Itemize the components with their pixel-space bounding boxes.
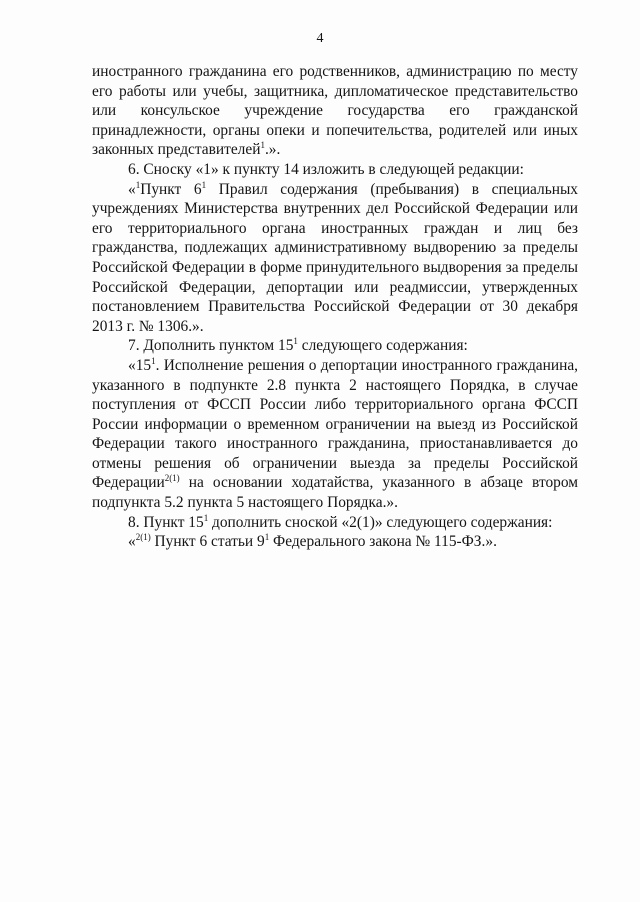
paragraph-item-15-1-text [92, 356, 578, 513]
page-number: 4 [316, 31, 324, 46]
quote-open: « [128, 180, 136, 198]
paragraph-text: дополнить сноской «2(1)» следующего содержания: [208, 513, 553, 531]
quote-open: « [128, 533, 136, 551]
paragraph-item-6 [92, 160, 578, 180]
superscript: 1 [203, 512, 209, 523]
paragraph-text: Федерального закона № 115-ФЗ.». [269, 533, 497, 551]
footnote-marker: 2(1) [164, 473, 180, 484]
superscript: 1 [151, 355, 156, 366]
paragraph-footnote-1-text [92, 180, 578, 337]
superscript: 1 [264, 532, 270, 543]
footnote-marker: 2(1) [135, 532, 151, 543]
paragraph-text: на основании ходатайства, указанного в абзаце втором подпункта 5.2 пункта 5 настоящего Порядка.». [92, 474, 578, 512]
paragraph-text: Пункт 6 статьи 9 [150, 533, 265, 551]
paragraph-text: Пункт 6 [140, 180, 202, 198]
paragraph-item-8 [92, 513, 578, 533]
paragraph-text: иностранного гражданина его родственников, администрацию по месту его работы или учебы, защитника, дипломатическое представительство или консульское учреждение государства его гражданской принадлежности, органы опеки и попечительства, родителей или иных законных представителей [92, 63, 578, 159]
superscript: 1 [201, 179, 207, 190]
paragraph-continuation [92, 62, 578, 160]
paragraph-footnote-2-1-text [92, 532, 578, 552]
paragraph-text: 6. Сноску «1» к пункту 14 изложить в следующей редакции: [128, 160, 524, 178]
paragraph-text: следующего содержания: [297, 337, 468, 355]
paragraph-item-7 [92, 336, 578, 356]
paragraph-text: . Исполнение решения о депортации иностранного гражданина, указанного в подпункте 2.8 пункта 2 настоящего Порядка, в случае поступления от ФССП России либо территориального органа ФССП России информации о временном ограничении на выезд из Российской Федерации такого иностранного гражданина, приостанавливается до отмены решения об ограничении выезда за пределы Российской Федерации [92, 356, 578, 492]
paragraph-end: .». [264, 141, 281, 159]
footnote-marker: 1 [135, 179, 141, 190]
paragraph-text: 7. Дополнить пунктом 15 [128, 337, 294, 355]
paragraph-text: Правил содержания (пребывания) в специальных учреждениях Министерства внутренних дел Российской Федерации или его территориального органа иностранных граждан и лиц без гражданства, подлежащих административному выдворению за пределы Российской Федерации в форме принудительного выдворения за пределы Российской Федерации, депортации или реадмиссии, утвержденных постановлением Правительства Российской Федерации от 30 декабря 2013 г. № 1306.». [92, 180, 578, 335]
footnote-marker: 1 [260, 140, 265, 151]
paragraph-text: 8. Пункт 15 [128, 513, 204, 531]
document-body [92, 62, 578, 552]
superscript: 1 [293, 336, 298, 347]
paragraph-text: «15 [128, 356, 152, 374]
